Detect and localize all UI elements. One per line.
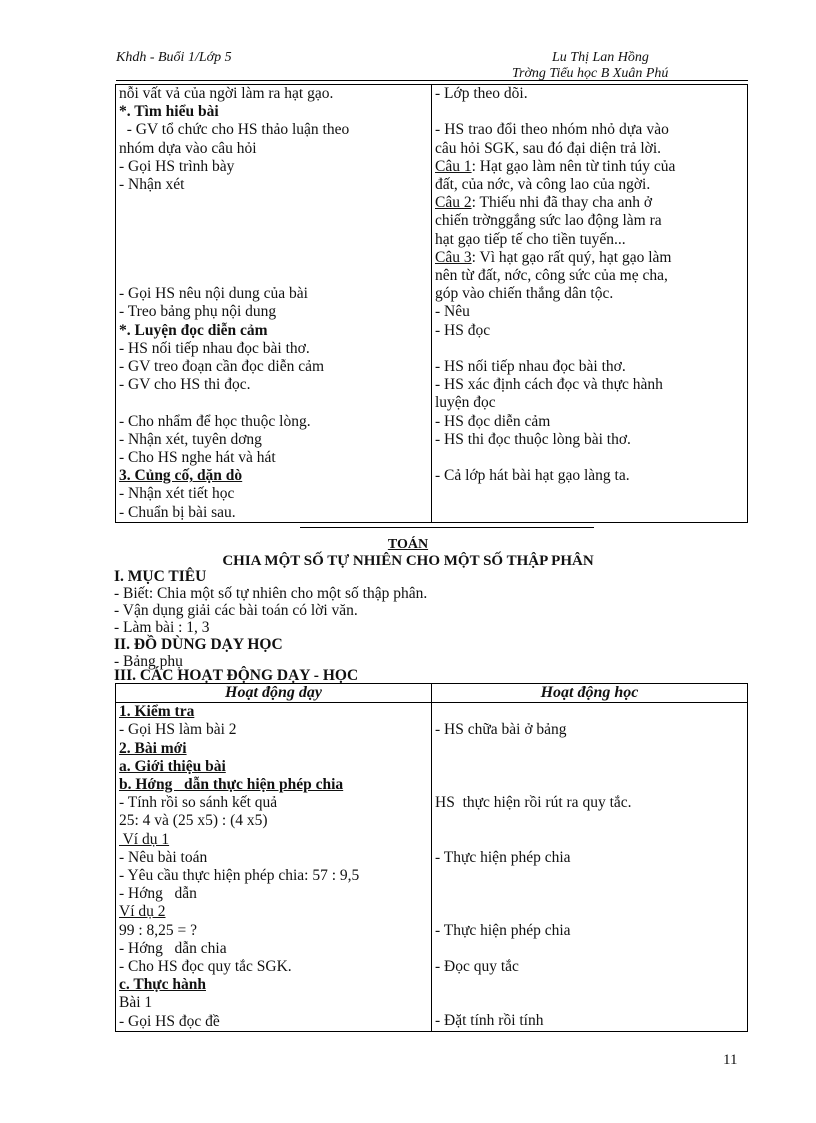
list-item: - HS nối tiếp nhau đọc bài thơ. <box>119 339 310 357</box>
list-item: - Gọi HS nêu nội dung của bài <box>119 285 308 303</box>
list-item: - Nhận xét <box>119 176 185 194</box>
table-row <box>116 703 748 1032</box>
list-item: luyện đọc <box>435 394 496 412</box>
objective-item: - Biết: Chia một số tự nhiên cho một số thập phân. <box>114 585 428 602</box>
student-activities-cell <box>432 703 748 1032</box>
list-item: - HS chữa bài ở bảng <box>435 721 567 739</box>
list-item: HS thực hiện rồi rút ra quy tắc. <box>435 794 632 812</box>
section-heading: a. Giới thiệu bài <box>119 757 226 775</box>
list-item: - HS đọc <box>435 321 491 339</box>
header-rule <box>116 80 748 81</box>
table-header-row <box>116 684 748 703</box>
list-item: - Cả lớp hát bài hạt gạo làng ta. <box>435 467 630 485</box>
activities-heading: III. CÁC HOẠT ĐỘNG DẠY - HỌC <box>114 667 359 684</box>
list-item: - Cho HS đọc quy tắc SGK. <box>119 958 292 976</box>
list-item: nỗi vất vả của ngời làm ra hạt gạo. <box>119 85 334 102</box>
list-item: - GV treo đoạn cần đọc diễn cảm <box>119 357 325 375</box>
list-item: nên từ đất, nớc, công sức của mẹ cha, <box>435 267 668 285</box>
list-item: - Gọi HS đọc đề <box>119 1012 220 1030</box>
header-school: Trờng Tiểu học B Xuân Phú <box>512 66 669 81</box>
objective-item: - Làm bài : 1, 3 <box>114 619 210 636</box>
example-label: Ví dụ 1 <box>119 830 170 848</box>
section-heading: *. Luyện đọc diễn cảm <box>119 321 268 339</box>
list-item: - Chuẩn bị bài sau. <box>119 503 236 521</box>
list-item: - Hớng dẫn <box>119 885 197 903</box>
question-label: Câu 2 <box>435 194 472 212</box>
example-label: Ví dụ 2 <box>119 903 166 921</box>
section-heading: b. Hớng dẫn thực hiện phép chia <box>119 776 344 794</box>
list-item: hạt gạo tiếp tế cho tiền tuyến... <box>435 230 626 248</box>
materials-heading: II. ĐỒ DÙNG DẠY HỌC <box>114 636 283 653</box>
list-item: - Thực hiện phép chia <box>435 921 571 939</box>
teacher-activities-cell <box>116 703 432 1032</box>
list-item: - Thực hiện phép chia <box>435 848 571 866</box>
list-item: - Yêu cầu thực hiện phép chia: 57 : 9,5 <box>119 867 360 885</box>
list-item: - Gọi HS làm bài 2 <box>119 721 237 739</box>
list-item: - Cho HS nghe hát và hát <box>119 448 276 466</box>
header-author: Lu Thị Lan Hồng <box>552 50 649 65</box>
list-item: Câu 1: Hạt gạo làm nên từ tinh túy của <box>435 157 676 175</box>
section-heading: 2. Bài mới <box>119 739 187 757</box>
list-item: - Nhận xét tiết học <box>119 485 235 503</box>
teacher-activities-cell <box>116 85 432 523</box>
list-item: - Gọi HS trình bày <box>119 157 235 175</box>
list-item: câu hỏi SGK, sau đó đại diện trả lời. <box>435 139 662 157</box>
list-item: Câu 3: Vì hạt gạo rất quý, hạt gạo làm <box>435 248 672 266</box>
question-label: Câu 1 <box>435 157 472 175</box>
list-item: góp vào chiến thắng dân tộc. <box>435 285 614 303</box>
list-item: - Nhận xét, tuyên dơng <box>119 430 262 448</box>
list-item: - GV cho HS thi đọc. <box>119 376 251 394</box>
list-item: - Lớp theo dõi. <box>435 85 528 102</box>
list-item: - Tính rồi so sánh kết quả <box>119 794 278 812</box>
table-row <box>116 85 748 523</box>
list-item: - Hớng dẫn chia <box>119 939 227 957</box>
materials-item: - Bảng phụ <box>114 653 183 670</box>
student-activities-cell <box>432 85 748 523</box>
header-left: Khdh - Buổi 1/Lớp 5 <box>116 50 232 65</box>
column-header-learning: Hoạt động học <box>432 684 748 703</box>
section-heading: *. Tìm hiểu bài <box>119 103 219 121</box>
list-item: - HS trao đổi theo nhóm nhỏ dựa vào <box>435 121 670 139</box>
list-item: 99 : 8,25 = ? <box>119 921 198 939</box>
list-item: Câu 2: Thiếu nhi đã thay cha anh ở <box>435 194 653 212</box>
lesson-title: CHIA MỘT SỐ TỰ NHIÊN CHO MỘT SỐ THẬP PHÂN <box>222 553 594 569</box>
list-item: đất, của nớc, và công lao của ngời. <box>435 176 651 193</box>
list-item: - Đặt tính rồi tính <box>435 1012 544 1030</box>
list-item: - Đọc quy tắc <box>435 957 519 975</box>
section-heading: 1. Kiểm tra <box>119 703 195 721</box>
list-item: - HS thi đọc thuộc lòng bài thơ. <box>435 430 631 448</box>
page-number: 11 <box>723 1052 738 1068</box>
objectives-heading: I. MỤC TIÊU <box>114 568 207 585</box>
list-item: nhóm dựa vào câu hỏi <box>119 139 257 157</box>
list-item: - Treo bảng phụ nội dung <box>119 303 277 321</box>
question-label: Câu 3 <box>435 248 472 266</box>
subject-title: TOÁN <box>387 537 429 552</box>
list-item: Bài 1 <box>119 994 153 1012</box>
activities-table <box>115 683 748 1032</box>
section-separator <box>300 527 594 528</box>
list-item: - Nêu <box>435 303 470 321</box>
list-item: - GV tổ chức cho HS thảo luận theo <box>119 121 350 139</box>
list-item: - HS xác định cách đọc và thực hành <box>435 376 663 394</box>
section-heading: 3. Củng cố, dặn dò <box>119 467 243 485</box>
column-header-teaching: Hoạt động dạy <box>116 684 432 703</box>
objective-item: - Vận dụng giải các bài toán có lời văn. <box>114 602 358 619</box>
lesson-table-continued <box>115 84 748 523</box>
list-item: - Nêu bài toán <box>119 848 208 866</box>
list-item: - HS nối tiếp nhau đọc bài thơ. <box>435 358 626 376</box>
section-heading: c. Thực hành <box>119 976 206 994</box>
list-item: chiến trờnggắng sức lao động làm ra <box>435 212 662 230</box>
list-item: 25: 4 và (25 x5) : (4 x5) <box>119 812 268 830</box>
list-item: - Cho nhẩm để học thuộc lòng. <box>119 412 311 430</box>
list-item: - HS đọc diễn cảm <box>435 412 551 430</box>
